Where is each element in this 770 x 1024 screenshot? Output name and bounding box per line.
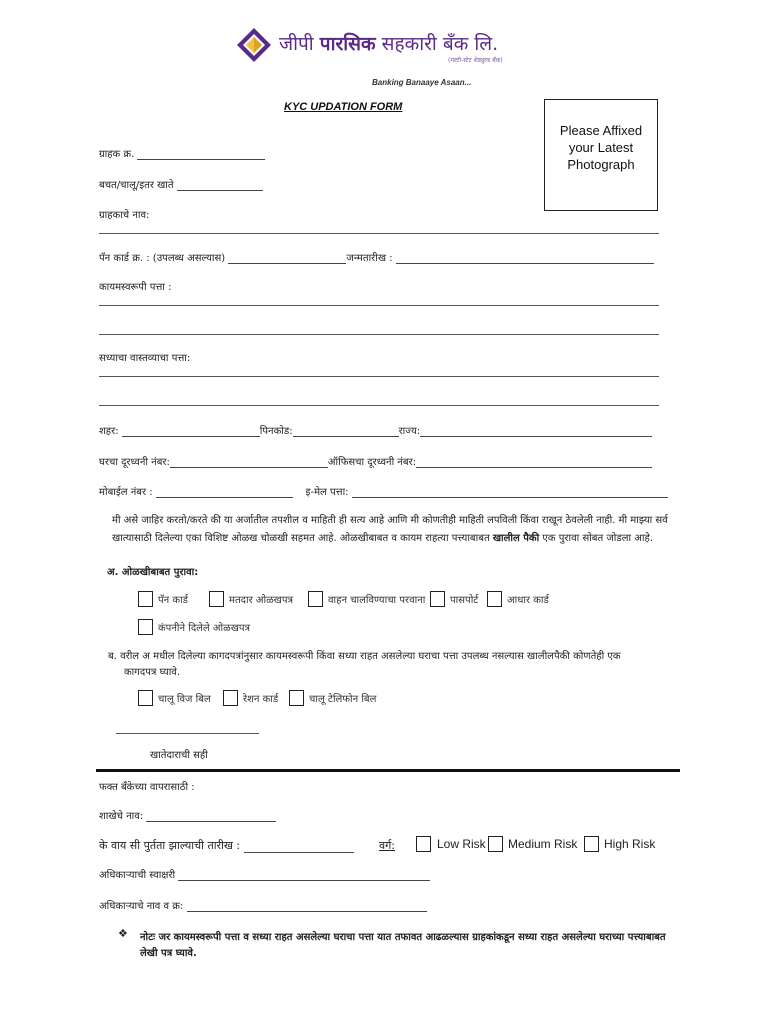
officer-sign-input[interactable] [178,880,430,881]
checkbox-aadhar-card[interactable] [487,591,502,607]
permanent-address-line-2[interactable] [99,334,659,335]
officer-sign-label: अधिकाऱ्याची स्वाक्षरी [99,870,179,881]
note-line-2: लेखी पत्र घ्यावे. [140,948,197,959]
bank-subtitle: (मल्टी-स्टेट शेड्युल्ड बँक) [448,57,503,64]
branch-field [99,808,276,822]
checkbox-electricity-bill[interactable] [138,690,153,706]
permanent-address-label: कायमस्वरूपी पत्ता : [99,282,172,293]
section-divider [96,769,680,772]
category-label: वर्ग: [379,839,396,852]
pan-input[interactable] [228,263,346,264]
home-phone-label: घरचा दूरध्वनी नंबर: [99,457,170,468]
branch-input[interactable] [146,821,276,822]
state-input[interactable] [420,436,652,437]
customer-name-line[interactable] [99,233,659,234]
email-label: इ-मेल पत्ता: [305,487,352,498]
current-address-line-1[interactable] [99,376,659,377]
officer-sign-field [99,867,430,881]
declaration-line-2: खात्यासाठी दिलेल्या एका विशिष्ट ओळख चोळखी सहमत आहे. ओळखीबाबत व कायम राहत्या पत्त्याबाबत खालील पैकी एक पुरावा सोबत जोडला आहे. [112,533,653,544]
city-input[interactable] [122,436,260,437]
current-address-line-2[interactable] [99,405,659,406]
checkbox-driving-license-label: वाहन चालविण्याचा परवाना [328,595,426,606]
permanent-address-line-1[interactable] [99,305,659,306]
kyc-date-input[interactable] [244,852,354,853]
account-input[interactable] [177,190,263,191]
current-address-label: सध्याचा वास्तव्याचा पत्ता: [99,353,191,364]
checkbox-passport-label: पासपोर्ट [450,595,479,606]
pincode-label: पिनकोड: [259,426,293,437]
checkbox-high-risk-label: High Risk [604,837,656,851]
signature-line[interactable] [116,733,259,734]
officer-name-input[interactable] [187,911,427,912]
declaration-line-1: मी असे जाहिर करतो/करते की या अर्जातील तपशील व माहिती ही सत्य आहे आणि मी कोणतीही माहिती लपविली किंवा राखून ठेवलेली नाही. मी माझ्या सर्व [112,515,668,526]
section-b-title-1: ब. वरील अ मधील दिलेल्या कागदपत्रांनुसार कायमस्वरूपी किंवा सध्या राहत असलेल्या घराचा पत्ता उपलब्ध नसल्यास खालीलपैकी कोणतेही एक [108,651,621,662]
customer-name-label: ग्राहकाचे नाव: [99,210,150,221]
bank-use-title: फक्त बँकेच्या वापरासाठी : [99,782,195,793]
checkbox-pan-card[interactable] [138,591,153,607]
mobile-field [99,484,668,498]
city-field [99,423,652,437]
checkbox-low-risk-label: Low Risk [437,837,486,851]
mobile-input[interactable] [156,497,293,498]
checkbox-aadhar-card-label: आधार कार्ड [507,595,549,606]
checkbox-ration-card[interactable] [223,690,238,706]
dob-input[interactable] [396,263,654,264]
checkbox-ration-card-label: रेशन कार्ड [243,694,279,705]
checkbox-low-risk[interactable] [416,836,431,852]
photo-box [544,99,658,211]
checkbox-medium-risk-label: Medium Risk [508,837,578,851]
checkbox-medium-risk[interactable] [488,836,503,852]
tagline: Banking Banaaye Asaan... [372,78,472,87]
bank-name: जीपी पारसिक सहकारी बँक लि. [279,33,499,55]
email-input[interactable] [352,497,668,498]
section-b-title-2: कागदपत्र घ्यावे. [124,667,181,678]
kyc-date-label: के वाय सी पुर्तता झाल्याची तारीख : [99,839,244,852]
checkbox-passport[interactable] [430,591,445,607]
photo-box-text: Please Affixed your Latest Photograph [559,123,643,172]
phone-field [99,454,652,468]
office-phone-input[interactable] [416,467,652,468]
checkbox-telephone-bill-label: चालू टेलिफोन बिल [309,694,377,705]
kyc-date-field [99,838,354,853]
pan-field [99,250,654,264]
state-label: राज्य: [398,426,421,437]
checkbox-high-risk[interactable] [584,836,599,852]
form-title: KYC UPDATION FORM [284,101,403,113]
dob-label: जन्मतारीख : [346,253,396,264]
officer-name-label: अधिकाऱ्याचे नाव व क्र: [99,901,187,912]
branch-label: शाखेचे नाव: [99,811,147,822]
account-field [99,177,263,191]
mobile-label: मोबाईल नंबर : [99,487,156,498]
customer-no-field [99,146,265,160]
checkbox-company-id-label: कंपनीने दिलेले ओळखपत्र [158,623,251,634]
checkbox-telephone-bill[interactable] [289,690,304,706]
pincode-input[interactable] [293,436,399,437]
city-label: शहर: [99,426,122,437]
signature-label: खातेदाराची सही [150,750,208,761]
pan-label: पॅन कार्ड क्र. : (उपलब्ध असल्यास) [99,253,229,264]
bank-logo-icon [236,27,272,63]
note-line-1: नोटः जर कायमस्वरूपी पत्ता व सध्या राहत असलेल्या घराचा पत्ता यात तफावत आढळल्यास ग्राहकांकडून सध्या राहत असलेल्या घराच्या पत्त्याबाबत [140,932,666,943]
section-a-title: अ. ओळखीबाबत पुरावा: [107,567,199,578]
checkbox-company-id[interactable] [138,619,153,635]
checkbox-driving-license[interactable] [308,591,323,607]
customer-no-label: ग्राहक क्र. [99,149,138,160]
home-phone-input[interactable] [170,467,328,468]
officer-name-field [99,898,427,912]
checkbox-voter-id-label: मतदार ओळखपत्र [229,595,294,606]
checkbox-pan-card-label: पॅन कार्ड [158,595,189,606]
account-label: बचत/चालू/इतर खाते [99,180,177,191]
note-bullet-icon: ❖ [118,927,128,940]
checkbox-voter-id[interactable] [209,591,224,607]
customer-no-input[interactable] [137,159,265,160]
office-phone-label: ऑफिसचा दूरध्वनी नंबर: [327,457,417,468]
checkbox-electricity-bill-label: चालू विज बिल [158,694,211,705]
